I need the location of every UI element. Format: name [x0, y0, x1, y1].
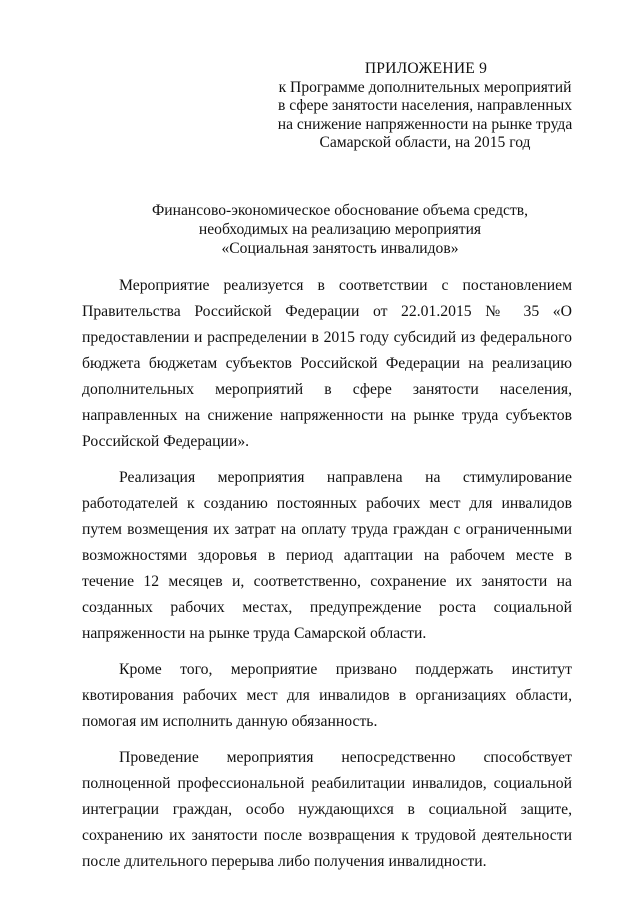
document-body [82, 273, 572, 884]
paragraph: Кроме того, мероприятие призвано поддержать институт квотирования рабочих мест для инвалидов в организациях области, помогая им исполнить данную обязанность. [82, 661, 572, 730]
paragraph: Проведение мероприятия непосредственно способствует полноценной профессиональной реабилитации инвалидов, социальной интеграции граждан, особо нуждающихся в социальной защите, сохранению их занятости после возвращения к трудовой деятельности после длительного перерыва либо получения инвалидности. [82, 749, 572, 870]
title-line: Финансово-экономическое обоснование объема средств, [151, 202, 529, 219]
document-title [60, 202, 620, 258]
title-line: «Социальная занятость инвалидов» [221, 239, 459, 257]
appendix-block [270, 60, 580, 153]
appendix-line: на снижение напряженности на рынке труда [277, 115, 573, 133]
paragraph: Реализация мероприятия направлена на стимулирование работодателей к созданию постоянных рабочих мест для инвалидов путем возмещения их затрат на оплату труда граждан с ограниченными возможностями здоровья в период адаптации на рабочем месте в течение 12 месяцев и, соответственно, сохранение их занятости на созданных рабочих местах, предупреждение роста социальной напряженности на рынке труда Самарской области. [82, 469, 572, 642]
paragraph: Мероприятие реализуется в соответствии с постановлением Правительства Российской Федерации от 22.01.2015 № 35 «О предоставлении и распределении в 2015 году субсидий из федерального бюджета бюджетам субъектов Российской Федерации на реализацию дополнительных мероприятий в сфере занятости населения, направленных на снижение напряженности на рынке труда субъектов Российской Федерации». [82, 277, 572, 450]
appendix-line: к Программе дополнительных мероприятий [278, 78, 572, 96]
appendix-heading: ПРИЛОЖЕНИЕ 9 [364, 60, 488, 77]
title-line: необходимых на реализацию мероприятия [198, 220, 482, 238]
appendix-line: Самарской области, на 2015 год [319, 134, 531, 152]
appendix-line: в сфере занятости населения, направленных [278, 97, 572, 115]
